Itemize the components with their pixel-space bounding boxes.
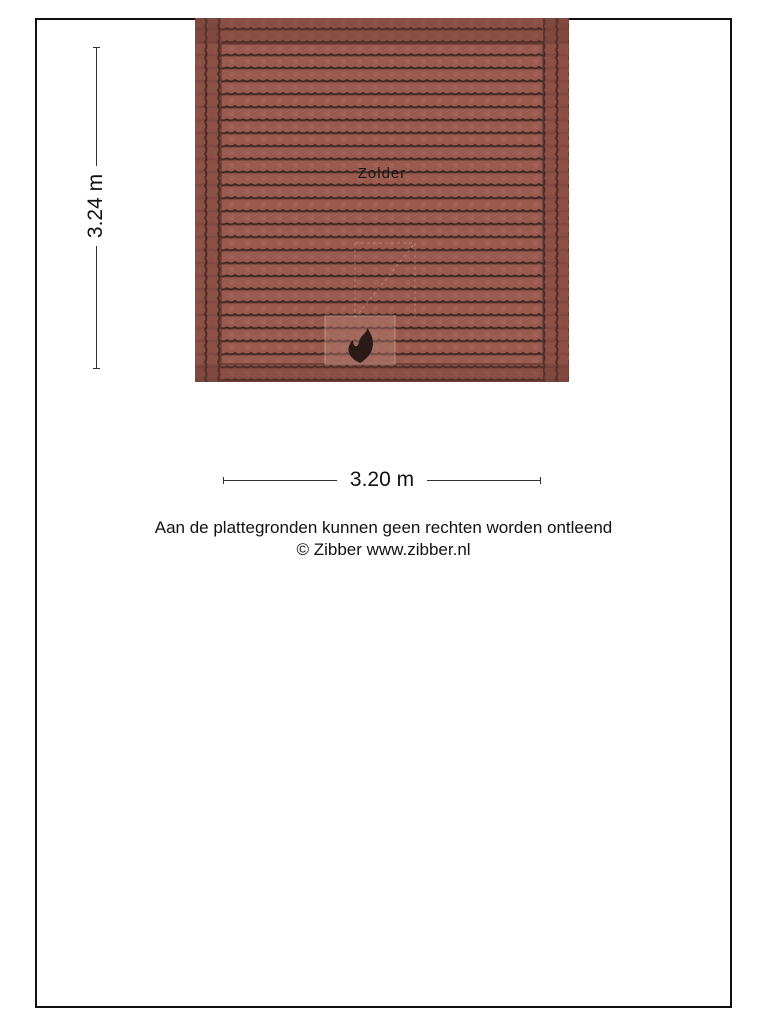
roof-edge-left — [195, 18, 221, 382]
attic-floor-plan — [195, 18, 569, 382]
height-dimension — [84, 47, 107, 369]
width-dimension-cap-right — [540, 477, 541, 484]
width-dimension — [223, 468, 541, 491]
room-label: Zolder — [357, 165, 407, 182]
fireplace-icon — [325, 316, 395, 364]
width-dimension-label: 3.20 m — [337, 467, 427, 493]
height-dimension-cap-bottom — [93, 368, 100, 369]
roof-edge-top — [195, 18, 569, 44]
copyright-text: © Zibber www.zibber.nl — [296, 540, 471, 559]
roof-edge-bottom — [195, 364, 569, 382]
roof-edge-right — [543, 18, 569, 382]
footer-text — [35, 517, 732, 561]
height-dimension-label: 3.24 m — [79, 166, 113, 246]
width-dimension-cap-left — [223, 477, 224, 484]
height-dimension-cap-top — [93, 47, 100, 48]
disclaimer-text: Aan de plattegronden kunnen geen rechten worden ontleend — [154, 518, 613, 537]
